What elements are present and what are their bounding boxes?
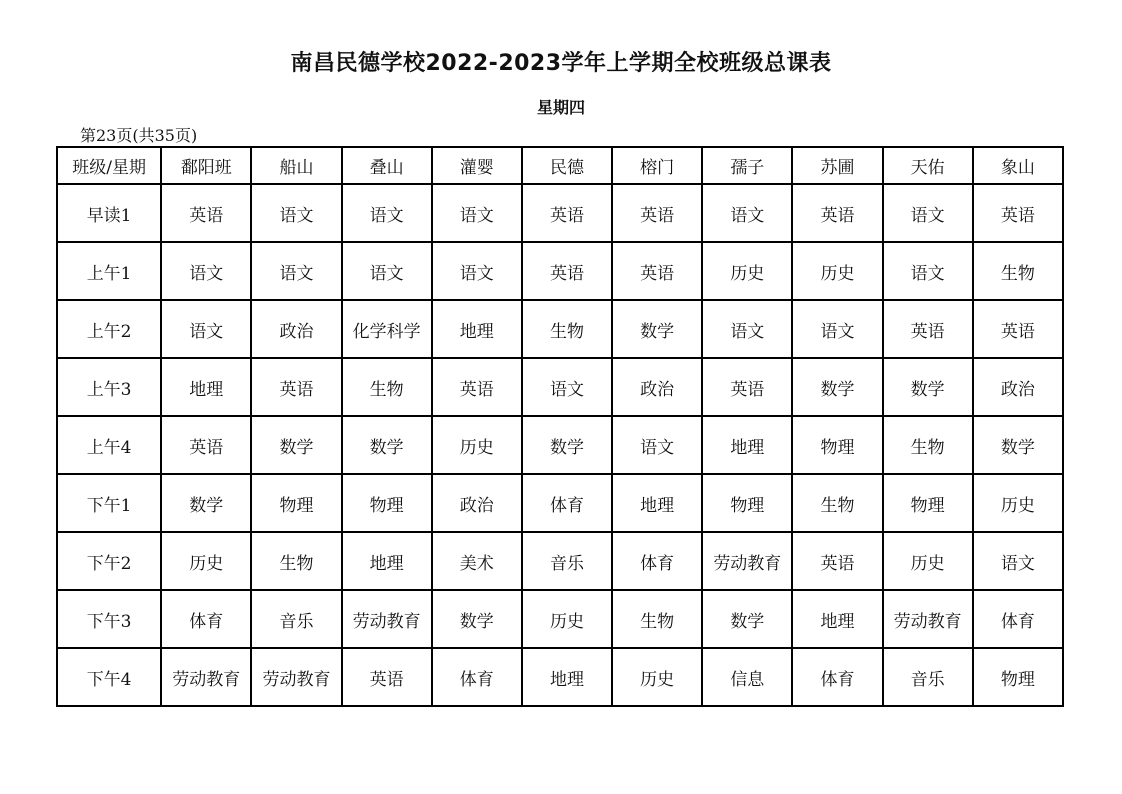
period-label-cell: 下午1	[57, 474, 161, 532]
subject-cell: 生物	[612, 590, 702, 648]
subject-cell: 英语	[973, 300, 1063, 358]
subject-cell: 语文	[702, 184, 792, 242]
subject-cell: 数学	[432, 590, 522, 648]
subject-cell: 物理	[251, 474, 341, 532]
subject-cell: 语文	[342, 184, 432, 242]
subject-cell: 历史	[161, 532, 251, 590]
subject-cell: 劳动教育	[251, 648, 341, 706]
subject-cell: 物理	[792, 416, 882, 474]
subject-cell: 英语	[702, 358, 792, 416]
corner-header-cell: 班级/星期	[57, 147, 161, 184]
table-row	[57, 300, 1063, 358]
column-header-cell: 榕门	[612, 147, 702, 184]
table-row	[57, 648, 1063, 706]
subject-cell: 地理	[702, 416, 792, 474]
subject-cell: 数学	[883, 358, 973, 416]
subject-cell: 英语	[522, 184, 612, 242]
subject-cell: 语文	[432, 184, 522, 242]
subject-cell: 语文	[883, 242, 973, 300]
column-header-cell: 叠山	[342, 147, 432, 184]
subject-cell: 英语	[612, 242, 702, 300]
subject-cell: 政治	[973, 358, 1063, 416]
subject-cell: 数学	[612, 300, 702, 358]
subject-cell: 语文	[251, 242, 341, 300]
document-title: 南昌民德学校2022-2023学年上学期全校班级总课表	[290, 51, 832, 76]
period-label-cell: 下午4	[57, 648, 161, 706]
subject-cell: 英语	[432, 358, 522, 416]
subject-cell: 生物	[251, 532, 341, 590]
subject-cell: 劳动教育	[883, 590, 973, 648]
subject-cell: 生物	[973, 242, 1063, 300]
subject-cell: 劳动教育	[161, 648, 251, 706]
period-label-cell: 下午3	[57, 590, 161, 648]
subject-cell: 劳动教育	[702, 532, 792, 590]
subject-cell: 语文	[883, 184, 973, 242]
subject-cell: 英语	[161, 184, 251, 242]
table-row	[57, 184, 1063, 242]
subject-cell: 英语	[883, 300, 973, 358]
subject-cell: 生物	[342, 358, 432, 416]
subject-cell: 数学	[251, 416, 341, 474]
subject-cell: 物理	[702, 474, 792, 532]
subject-cell: 生物	[522, 300, 612, 358]
subject-cell: 数学	[161, 474, 251, 532]
subject-cell: 物理	[973, 648, 1063, 706]
subject-cell: 历史	[973, 474, 1063, 532]
table-header-row	[57, 147, 1063, 184]
column-header-cell: 船山	[251, 147, 341, 184]
subject-cell: 地理	[432, 300, 522, 358]
subject-cell: 地理	[161, 358, 251, 416]
subject-cell: 英语	[792, 184, 882, 242]
subject-cell: 体育	[161, 590, 251, 648]
column-header-cell: 天佑	[883, 147, 973, 184]
subject-cell: 英语	[161, 416, 251, 474]
page-info: 第23页(共35页)	[80, 126, 198, 145]
weekday-subtitle: 星期四	[536, 98, 585, 117]
subject-cell: 物理	[883, 474, 973, 532]
subject-cell: 英语	[792, 532, 882, 590]
subject-cell: 体育	[612, 532, 702, 590]
subject-cell: 英语	[251, 358, 341, 416]
table-row	[57, 242, 1063, 300]
table-row	[57, 358, 1063, 416]
subject-cell: 信息	[702, 648, 792, 706]
period-label-cell: 上午4	[57, 416, 161, 474]
period-label-cell: 早读1	[57, 184, 161, 242]
subject-cell: 语文	[161, 300, 251, 358]
subject-cell: 化学科学	[342, 300, 432, 358]
subject-cell: 地理	[522, 648, 612, 706]
subject-cell: 英语	[522, 242, 612, 300]
subject-cell: 数学	[702, 590, 792, 648]
subject-cell: 语文	[973, 532, 1063, 590]
subject-cell: 英语	[612, 184, 702, 242]
subject-cell: 语文	[612, 416, 702, 474]
subject-cell: 历史	[883, 532, 973, 590]
subject-cell: 政治	[251, 300, 341, 358]
subject-cell: 历史	[612, 648, 702, 706]
subject-cell: 语文	[342, 242, 432, 300]
subject-cell: 英语	[342, 648, 432, 706]
subject-cell: 语文	[702, 300, 792, 358]
subject-cell: 语文	[161, 242, 251, 300]
table-row	[57, 590, 1063, 648]
period-label-cell: 上午1	[57, 242, 161, 300]
subject-cell: 体育	[432, 648, 522, 706]
table-row	[57, 416, 1063, 474]
subject-cell: 历史	[432, 416, 522, 474]
column-header-cell: 鄱阳班	[161, 147, 251, 184]
subject-cell: 数学	[522, 416, 612, 474]
subject-cell: 地理	[342, 532, 432, 590]
subject-cell: 音乐	[522, 532, 612, 590]
subject-cell: 地理	[612, 474, 702, 532]
subject-cell: 语文	[792, 300, 882, 358]
period-label-cell: 下午2	[57, 532, 161, 590]
subject-cell: 政治	[432, 474, 522, 532]
subject-cell: 美术	[432, 532, 522, 590]
subject-cell: 体育	[792, 648, 882, 706]
subject-cell: 历史	[702, 242, 792, 300]
subject-cell: 历史	[522, 590, 612, 648]
subject-cell: 体育	[522, 474, 612, 532]
table-row	[57, 474, 1063, 532]
subject-cell: 语文	[251, 184, 341, 242]
column-header-cell: 象山	[973, 147, 1063, 184]
subject-cell: 数学	[792, 358, 882, 416]
subject-cell: 生物	[883, 416, 973, 474]
subject-cell: 语文	[432, 242, 522, 300]
subject-cell: 劳动教育	[342, 590, 432, 648]
table-row	[57, 532, 1063, 590]
subject-cell: 数学	[973, 416, 1063, 474]
period-label-cell: 上午3	[57, 358, 161, 416]
subject-cell: 音乐	[251, 590, 341, 648]
column-header-cell: 苏圃	[792, 147, 882, 184]
subject-cell: 地理	[792, 590, 882, 648]
subject-cell: 英语	[973, 184, 1063, 242]
subject-cell: 体育	[973, 590, 1063, 648]
column-header-cell: 孺子	[702, 147, 792, 184]
subject-cell: 物理	[342, 474, 432, 532]
subject-cell: 政治	[612, 358, 702, 416]
subject-cell: 音乐	[883, 648, 973, 706]
subject-cell: 语文	[522, 358, 612, 416]
column-header-cell: 民德	[522, 147, 612, 184]
period-label-cell: 上午2	[57, 300, 161, 358]
subject-cell: 数学	[342, 416, 432, 474]
subject-cell: 生物	[792, 474, 882, 532]
subject-cell: 历史	[792, 242, 882, 300]
table-body	[57, 184, 1063, 706]
column-header-cell: 灌婴	[432, 147, 522, 184]
class-schedule-table	[56, 146, 1064, 707]
